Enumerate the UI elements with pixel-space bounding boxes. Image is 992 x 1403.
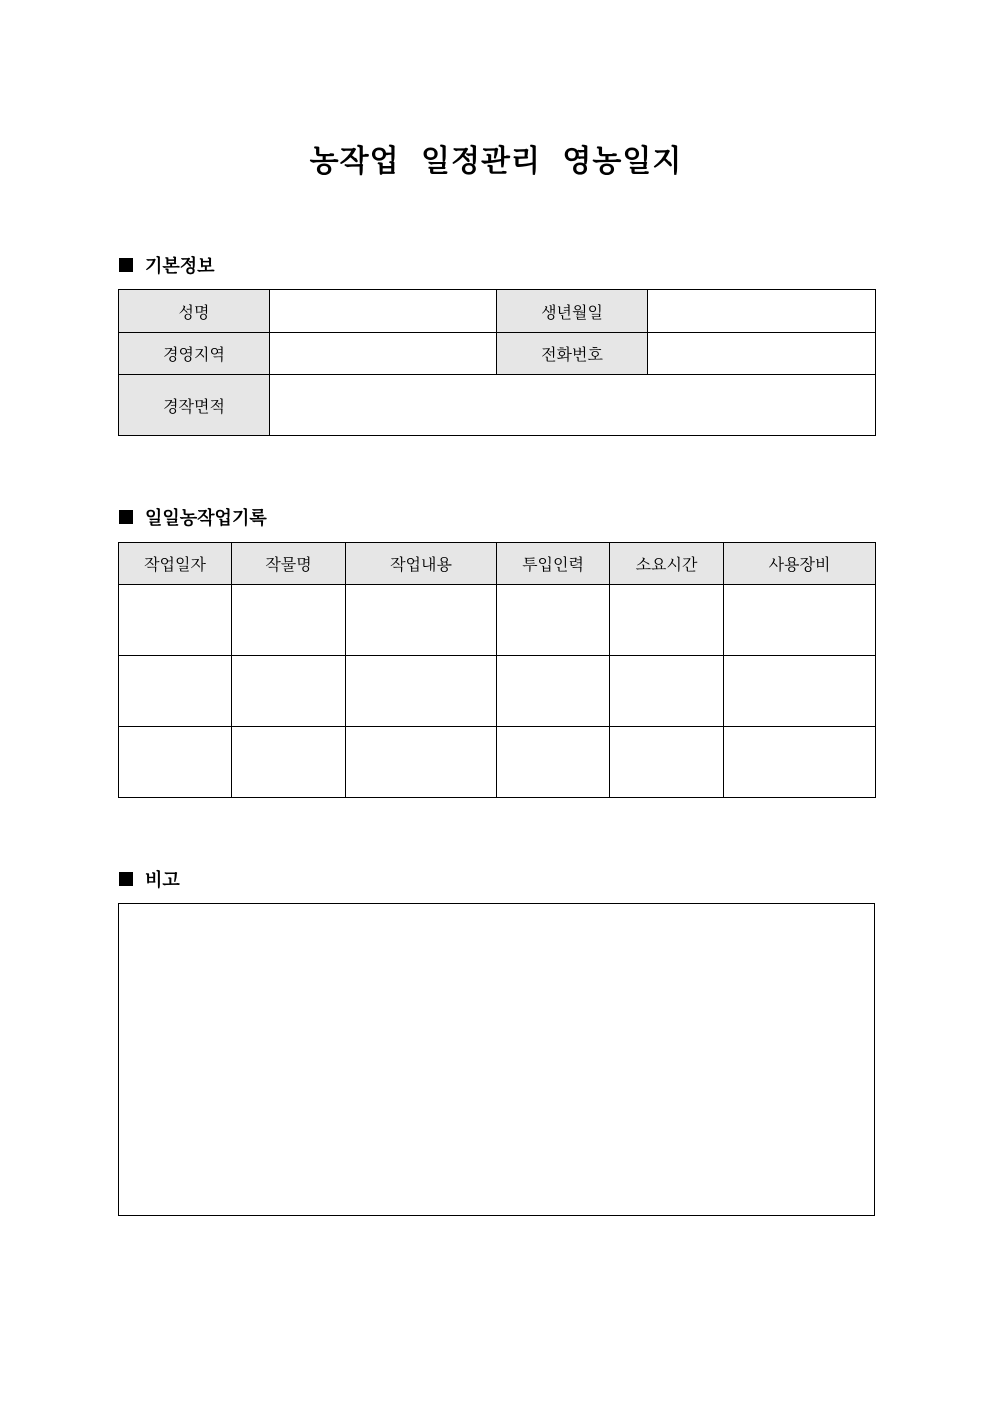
basic-info-heading xyxy=(119,253,215,277)
table-cell[interactable] xyxy=(724,585,876,656)
daily-records-heading-label: 일일농작업기록 xyxy=(145,508,267,529)
table-cell[interactable] xyxy=(497,727,610,798)
basic-info-heading-label: 기본정보 xyxy=(145,256,215,277)
column-header-work-content: 작업내용 xyxy=(346,543,497,585)
column-header-crop: 작물명 xyxy=(232,543,346,585)
table-cell[interactable] xyxy=(346,727,497,798)
cultivation-area-label: 경작면적 xyxy=(119,375,270,436)
square-bullet-icon xyxy=(119,872,133,886)
table-cell[interactable] xyxy=(610,585,724,656)
table-cell[interactable] xyxy=(119,656,232,727)
table-row xyxy=(119,727,876,798)
table-cell[interactable] xyxy=(724,727,876,798)
page-title: 농작업 일정관리 영농일지 xyxy=(309,144,683,179)
table-cell[interactable] xyxy=(232,656,346,727)
table-cell[interactable] xyxy=(232,585,346,656)
notes-heading xyxy=(119,867,180,891)
column-header-duration: 소요시간 xyxy=(610,543,724,585)
table-cell[interactable] xyxy=(346,585,497,656)
table-cell[interactable] xyxy=(724,656,876,727)
table-header-row xyxy=(119,543,876,585)
column-header-labor: 투입인력 xyxy=(497,543,610,585)
table-cell[interactable] xyxy=(119,727,232,798)
notes-heading-label: 비고 xyxy=(145,870,180,891)
table-cell[interactable] xyxy=(610,656,724,727)
table-cell[interactable] xyxy=(610,727,724,798)
name-label: 성명 xyxy=(119,290,270,333)
table-cell[interactable] xyxy=(119,585,232,656)
region-field[interactable] xyxy=(270,333,497,375)
daily-records-heading xyxy=(119,505,267,529)
daily-records-table xyxy=(118,542,876,798)
region-label: 경영지역 xyxy=(119,333,270,375)
birth-date-label: 생년월일 xyxy=(497,290,648,333)
column-header-equipment: 사용장비 xyxy=(724,543,876,585)
table-cell[interactable] xyxy=(497,585,610,656)
name-field[interactable] xyxy=(270,290,497,333)
square-bullet-icon xyxy=(119,510,133,524)
phone-field[interactable] xyxy=(648,333,876,375)
table-row xyxy=(119,656,876,727)
table-cell[interactable] xyxy=(497,656,610,727)
phone-label: 전화번호 xyxy=(497,333,648,375)
column-header-work-date: 작업일자 xyxy=(119,543,232,585)
square-bullet-icon xyxy=(119,258,133,272)
cultivation-area-field[interactable] xyxy=(270,375,876,436)
table-row xyxy=(119,585,876,656)
table-cell[interactable] xyxy=(346,656,497,727)
notes-field[interactable] xyxy=(118,903,875,1216)
basic-info-table xyxy=(118,289,876,436)
table-cell[interactable] xyxy=(232,727,346,798)
birth-date-field[interactable] xyxy=(648,290,876,333)
